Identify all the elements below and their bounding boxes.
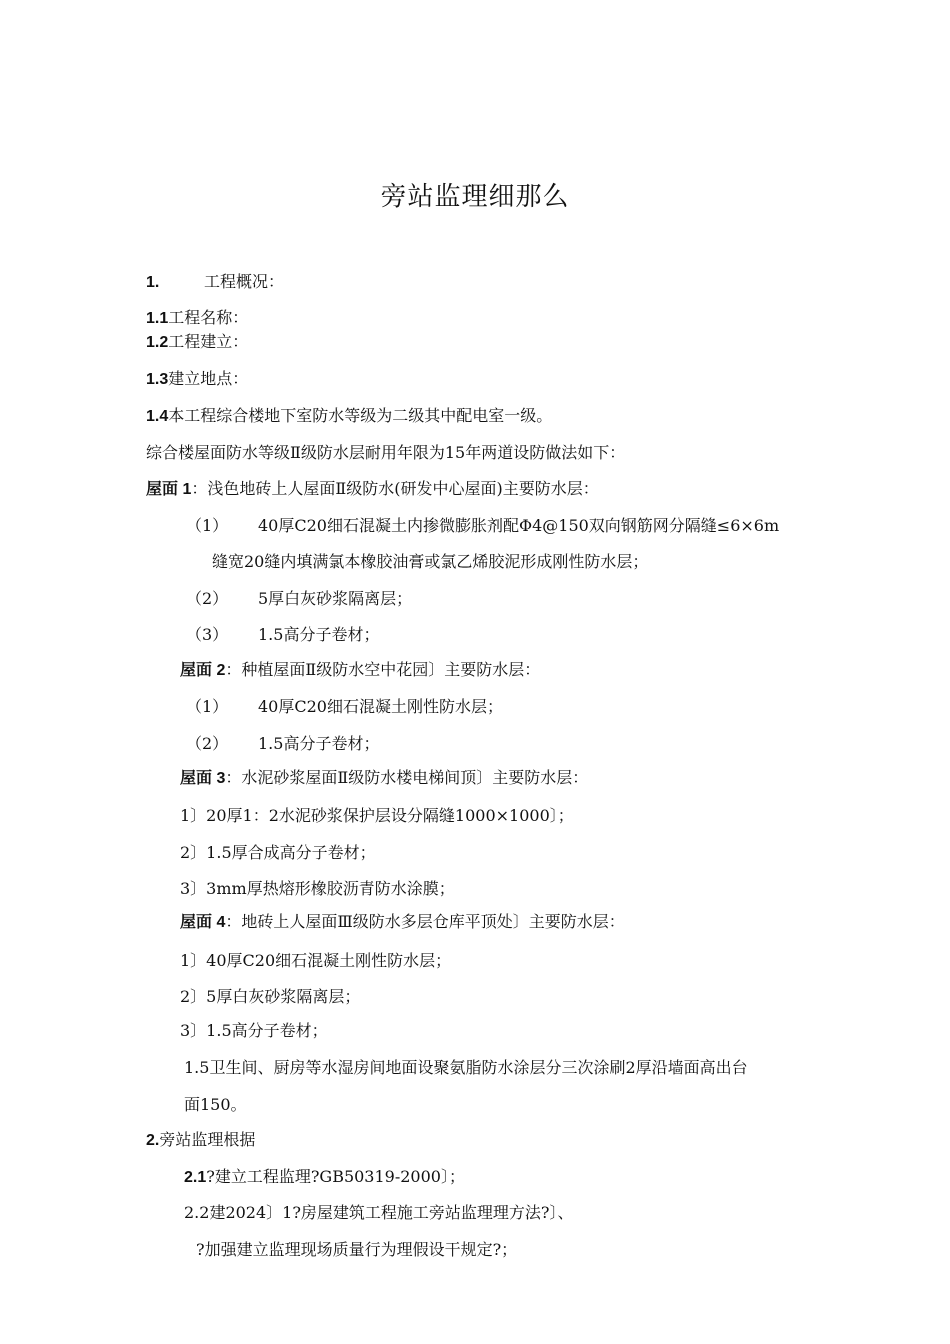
roof-4-item-3: 3〕1.5高分子卷材；	[180, 1021, 328, 1040]
section-title: 工程概况：	[204, 272, 285, 291]
roof-label: 屋面 1	[146, 481, 192, 498]
item-1-5-line-2: 面150。	[184, 1095, 247, 1114]
item-number: 1.2	[146, 334, 169, 351]
roof-1-heading	[146, 479, 599, 500]
item-number: （2）	[186, 734, 229, 753]
item-number: （1）	[186, 697, 229, 716]
item-number: 1.4	[146, 408, 169, 425]
roof-4-item-2: 2〕5厚白灰砂浆隔离层；	[180, 987, 361, 1006]
item-1-4	[146, 406, 552, 427]
roof-desc: ：浅色地砖上人屋面Ⅱ级防水(研发中心屋面)主要防水层：	[191, 479, 599, 498]
roof-2-item-2	[186, 734, 379, 754]
section-2-heading	[146, 1130, 255, 1151]
item-text: 本工程综合楼地下室防水等级为二级其中配电室一级。	[168, 406, 553, 425]
section-title: 旁站监理根据	[159, 1130, 256, 1149]
roof-3-heading	[180, 768, 588, 789]
item-text: 40厚C20细石混凝土刚性防水层；	[258, 697, 503, 716]
item-1-5-line-1: 1.5卫生间、厨房等水湿房间地面设聚氨脂防水涂层分三次涂刷2厚沿墙面高出台	[184, 1058, 748, 1077]
item-text: 1.5高分子卷材；	[258, 625, 380, 644]
roof-1-item-3	[186, 625, 379, 645]
item-text: 建立地点：	[168, 369, 249, 388]
roof-4-heading	[180, 912, 625, 933]
section-number: 2.	[146, 1132, 160, 1149]
roof-desc: ：地砖上人屋面Ⅲ级防水多层仓库平顶处〕主要防水层：	[225, 912, 625, 931]
roof-3-item-3: 3〕3mm厚热熔形橡胶沥青防水涂膜；	[180, 879, 455, 898]
item-text: 1.5高分子卷材；	[258, 734, 380, 753]
item-number: 2.1	[184, 1169, 207, 1186]
roof-intro: 综合楼屋面防水等级Ⅱ级防水层耐用年限为15年两道设防做法如下：	[146, 443, 626, 462]
roof-2-item-1	[186, 697, 503, 717]
section-1-heading	[146, 272, 284, 293]
item-number: （2）	[186, 589, 229, 608]
item-2-2-line-2: ?加强建立监理现场质量行为理假设干规定?；	[196, 1240, 518, 1259]
item-text: 工程名称：	[168, 308, 249, 327]
item-number: （1）	[186, 516, 229, 535]
section-number: 1.	[146, 274, 160, 291]
item-1-3	[146, 369, 248, 390]
item-text: ?建立工程监理?GB50319-2000〕；	[206, 1167, 465, 1186]
item-number: （3）	[186, 625, 229, 644]
item-2-1	[184, 1167, 465, 1188]
item-2-2-line-1: 2.2建2024〕1?房屋建筑工程施工旁站监理理方法?〕、	[184, 1203, 574, 1222]
roof-4-item-1: 1〕40厚C20细石混凝土刚性防水层；	[180, 951, 452, 970]
roof-label: 屋面 2	[180, 662, 226, 679]
item-text: 40厚C20细石混凝土内掺微膨胀剂配Φ4@150双向钢筋网分隔缝≤6×6m	[258, 516, 780, 535]
item-text: 5厚白灰砂浆隔离层；	[258, 589, 413, 608]
roof-desc: ：水泥砂浆屋面Ⅱ级防水楼电梯间顶〕主要防水层：	[225, 768, 589, 787]
roof-1-item-1-continued: 缝宽20缝内填满氯本橡胶油膏或氯乙烯胶泥形成刚性防水层；	[212, 552, 649, 571]
roof-3-item-1: 1〕20厚1：2水泥砂浆保护层设分隔缝1000×1000〕；	[180, 806, 574, 825]
item-text: 工程建立：	[168, 332, 249, 351]
item-number: 1.1	[146, 310, 169, 327]
item-number: 1.3	[146, 371, 169, 388]
roof-label: 屋面 3	[180, 770, 226, 787]
roof-3-item-2: 2〕1.5厚合成高分子卷材；	[180, 843, 376, 862]
roof-1-item-2	[186, 589, 412, 609]
item-1-1	[146, 308, 248, 329]
roof-label: 屋面 4	[180, 914, 226, 931]
roof-1-item-1	[186, 516, 779, 536]
page-title: 旁站监理细那么	[380, 182, 570, 212]
roof-desc: ：种植屋面Ⅱ级防水空中花园〕主要防水层：	[225, 660, 541, 679]
roof-2-heading	[180, 660, 540, 681]
item-1-2	[146, 332, 248, 353]
